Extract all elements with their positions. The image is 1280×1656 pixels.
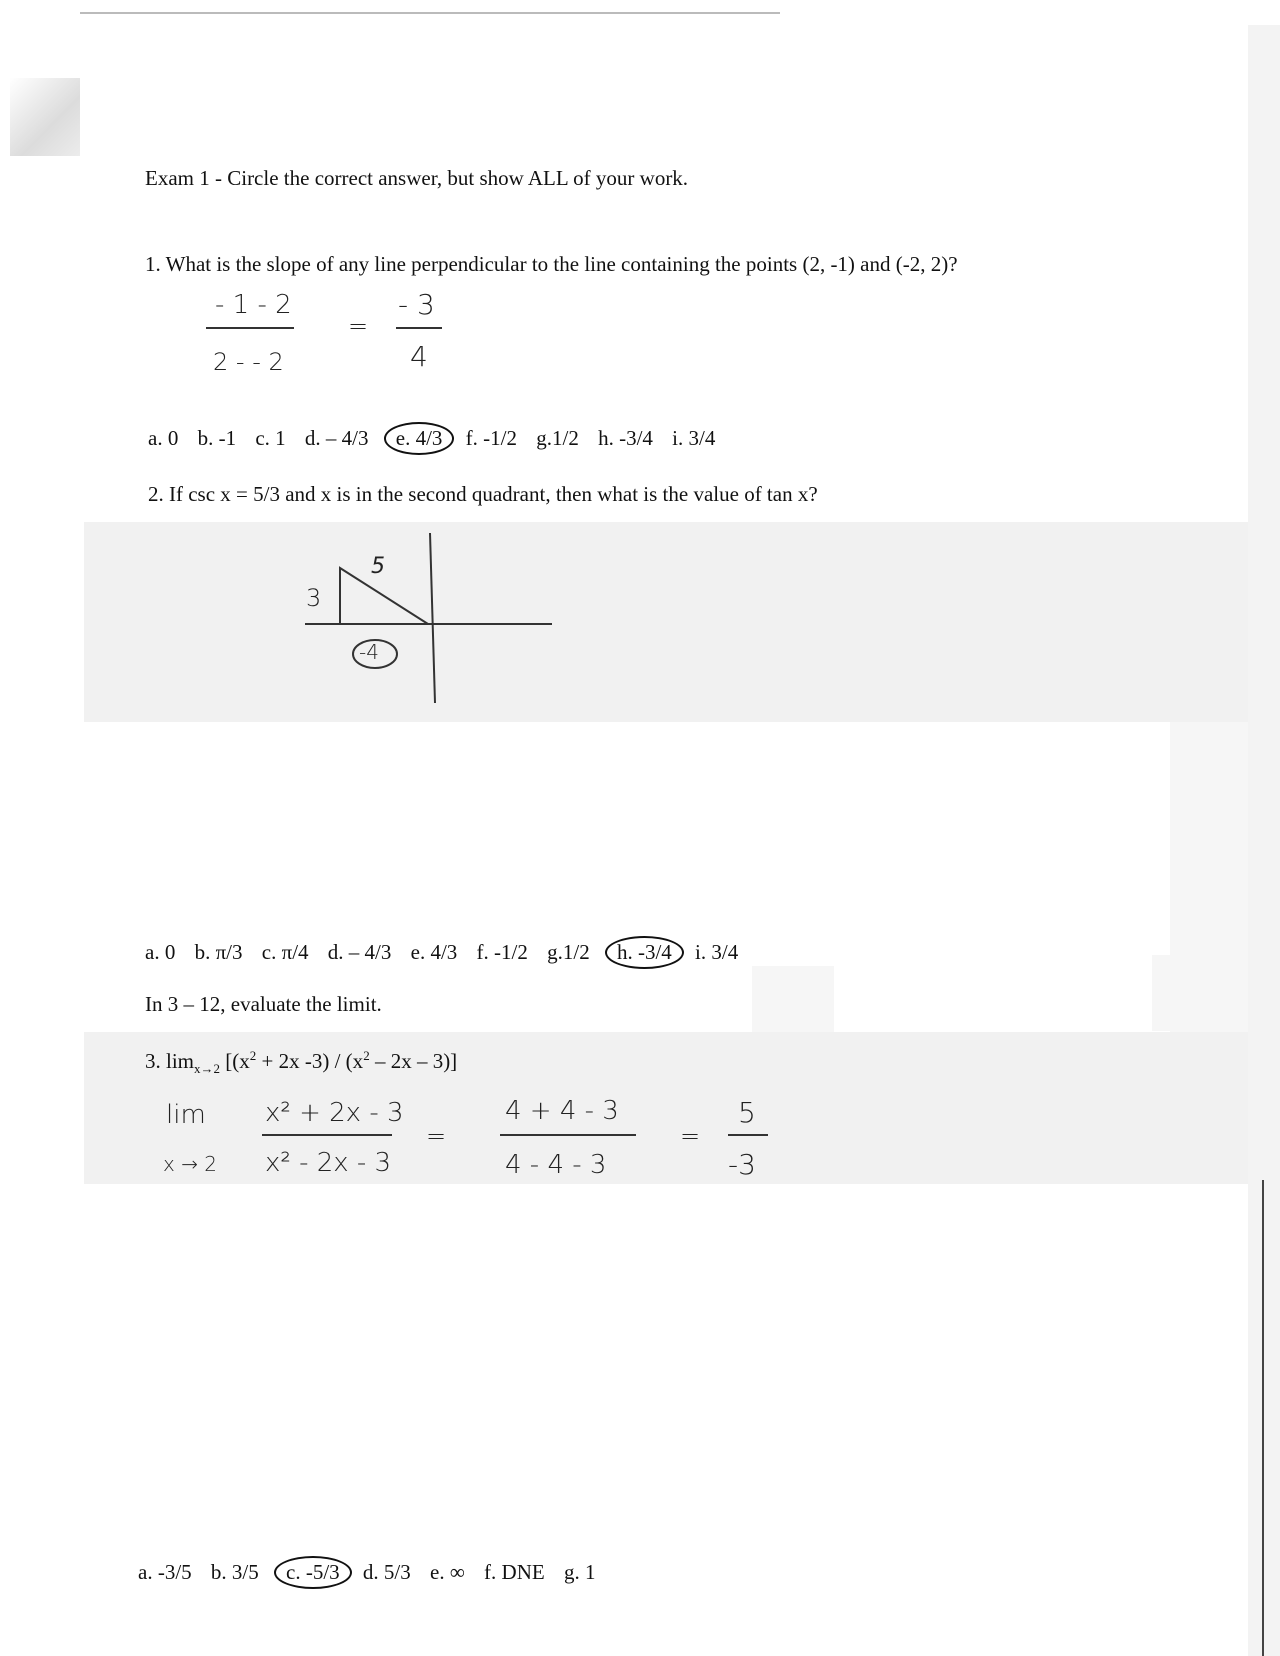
q3-options bbox=[138, 1556, 609, 1589]
q2-option-h-circled[interactable]: h. -3/4 bbox=[605, 936, 684, 969]
q1-fraction-bar bbox=[206, 327, 294, 329]
margin-scan-mark bbox=[10, 78, 80, 156]
q3-work-sub-den: 4 - 4 - 3 bbox=[505, 1150, 607, 1180]
q3-expr-end: – 2x – 3)] bbox=[369, 1049, 458, 1073]
q2-hyp-label: 5 bbox=[371, 554, 385, 579]
q3-work-den: x² - 2x - 3 bbox=[265, 1148, 392, 1178]
q2-adj-label: -4 bbox=[359, 640, 379, 664]
q2-work-area bbox=[84, 522, 1248, 722]
q1-work-result-num: - 3 bbox=[398, 288, 435, 321]
q3-option-b[interactable]: b. 3/5 bbox=[210, 1560, 259, 1584]
q1-option-d[interactable]: d. – 4/3 bbox=[304, 426, 369, 450]
question-3-text bbox=[145, 1048, 457, 1077]
q3-work-sub-num: 4 + 4 - 3 bbox=[505, 1096, 619, 1126]
q2-option-e[interactable]: e. 4/3 bbox=[410, 940, 458, 964]
q2-opp-label: 3 bbox=[306, 584, 322, 612]
question-2-text: 2. If csc x = 5/3 and x is in the second quadrant, then what is the value of tan x? bbox=[148, 482, 818, 506]
instruction-right-band bbox=[1152, 955, 1248, 1031]
q3-work-res-den: -3 bbox=[728, 1148, 756, 1181]
q3-option-d[interactable]: d. 5/3 bbox=[362, 1560, 411, 1584]
q1-options bbox=[148, 422, 729, 455]
q2-option-g[interactable]: g.1/2 bbox=[547, 940, 590, 964]
q1-option-i[interactable]: i. 3/4 bbox=[672, 426, 716, 450]
q3-fraction-bar-3 bbox=[728, 1134, 768, 1136]
q2-option-d[interactable]: d. – 4/3 bbox=[327, 940, 392, 964]
q1-work-equals: = bbox=[348, 312, 369, 340]
q1-option-g[interactable]: g.1/2 bbox=[536, 426, 579, 450]
question-1-text: 1. What is the slope of any line perpendicular to the line containing the points (2, -1) and (-2, 2)? bbox=[145, 252, 958, 276]
q1-option-c[interactable]: c. 1 bbox=[255, 426, 286, 450]
q3-expr-mid: + 2x -3) / (x bbox=[256, 1049, 364, 1073]
q3-option-e[interactable]: e. ∞ bbox=[430, 1560, 465, 1584]
section-instruction: In 3 – 12, evaluate the limit. bbox=[145, 992, 382, 1016]
q1-work-denominator: 2 - - 2 bbox=[213, 348, 284, 376]
q1-option-e-circled[interactable]: e. 4/3 bbox=[384, 422, 455, 455]
q2-option-c[interactable]: c. π/4 bbox=[261, 940, 309, 964]
q1-option-f[interactable]: f. -1/2 bbox=[465, 426, 517, 450]
q2-option-a[interactable]: a. 0 bbox=[145, 940, 176, 964]
instruction-side-band bbox=[752, 966, 834, 1032]
q3-sup-2: 2 bbox=[363, 1048, 370, 1063]
q1-option-b[interactable]: b. -1 bbox=[197, 426, 237, 450]
q3-work-lim-sub: x → 2 bbox=[163, 1152, 218, 1176]
q3-option-f[interactable]: f. DNE bbox=[484, 1560, 545, 1584]
q3-work-eq-2: = bbox=[680, 1122, 701, 1150]
q2-option-i[interactable]: i. 3/4 bbox=[695, 940, 739, 964]
q3-option-c-circled[interactable]: c. -5/3 bbox=[274, 1556, 352, 1589]
q1-work-numerator: - 1 - 2 bbox=[215, 290, 292, 320]
q3-work-num: x² + 2x - 3 bbox=[265, 1098, 404, 1128]
q3-work-eq-1: = bbox=[426, 1122, 447, 1150]
q1-option-h[interactable]: h. -3/4 bbox=[598, 426, 653, 450]
q3-option-a[interactable]: a. -3/5 bbox=[138, 1560, 192, 1584]
q3-fraction-bar-2 bbox=[500, 1134, 636, 1136]
q1-work-result-den: 4 bbox=[410, 340, 428, 373]
q3-fraction-bar-1 bbox=[262, 1134, 392, 1136]
q2-option-f[interactable]: f. -1/2 bbox=[476, 940, 528, 964]
q3-work-res-num: 5 bbox=[738, 1096, 756, 1129]
q1-option-a[interactable]: a. 0 bbox=[148, 426, 179, 450]
right-edge-shade bbox=[1248, 25, 1280, 1656]
exam-title: Exam 1 - Circle the correct answer, but show ALL of your work. bbox=[145, 166, 689, 190]
q3-option-g[interactable]: g. 1 bbox=[563, 1560, 596, 1584]
q3-lim-label: 3. lim bbox=[145, 1049, 195, 1073]
right-edge-line bbox=[1262, 1180, 1264, 1656]
q1-result-bar bbox=[396, 327, 442, 329]
q3-sup-1: 2 bbox=[249, 1048, 257, 1063]
q2-options bbox=[145, 936, 752, 969]
q2-option-b[interactable]: b. π/3 bbox=[194, 940, 243, 964]
q3-expr-start: [(x bbox=[220, 1049, 250, 1073]
q2-y-axis bbox=[430, 533, 435, 703]
q3-lim-subscript: x→2 bbox=[194, 1061, 221, 1077]
q2-triangle-diagram bbox=[290, 528, 560, 708]
top-scan-line bbox=[80, 12, 780, 14]
q3-work-lim: lim bbox=[166, 1100, 206, 1130]
